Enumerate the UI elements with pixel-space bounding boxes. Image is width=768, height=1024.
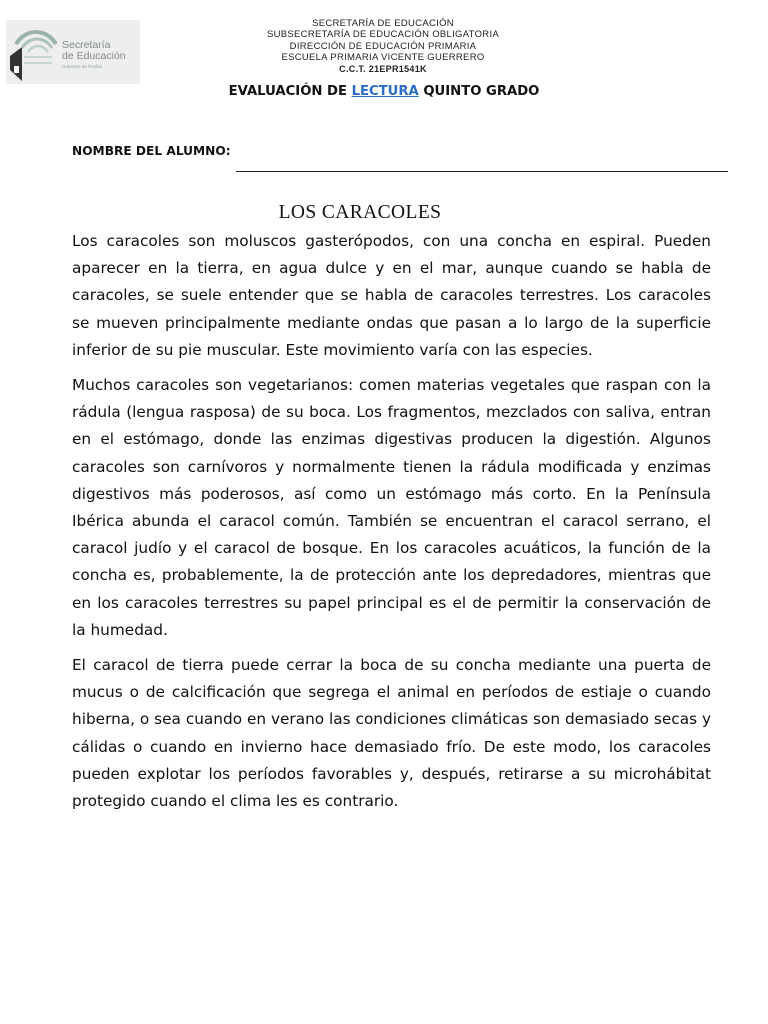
story-title: LOS CARACOLES — [278, 202, 442, 223]
logo-line-1: Secretaría — [62, 39, 111, 51]
student-name-field[interactable] — [236, 171, 728, 172]
evaluation-subject: LECTURA — [351, 84, 419, 99]
story-body — [72, 228, 711, 823]
logo-wordmark — [62, 40, 126, 62]
evaluation-grade: QUINTO GRADO — [423, 84, 540, 99]
logo-line-2: de Educación — [62, 50, 126, 62]
header-line-3: DIRECCIÓN DE EDUCACIÓN PRIMARIA — [289, 40, 477, 52]
school-cct: C.C.T. 21EPR1541K — [339, 63, 427, 74]
evaluation-title — [0, 84, 768, 99]
secretaria-logo — [6, 20, 140, 84]
education-emblem-icon — [8, 22, 60, 84]
header-line-2: SUBSECRETARÍA DE EDUCACIÓN OBLIGATORIA — [266, 29, 500, 41]
story-paragraph-2: Muchos caracoles son vegetarianos: comen materias vegetales que raspan con la rádula (lengua rasposa) de su boca. Los fragmentos, mezclados con saliva, entran en el estómago, donde las enzimas digestivas producen la digestión. Algunos caracoles son carnívoros y normalmente tienen la rádula modificada y enzimas digestivos más poderosos, así como un estómago más corto. En la Península Ibérica abunda el caracol común. También se encuentran el caracol serrano, el caracol judío y el caracol de bosque. En los caracoles acuáticos, la función de la concha es, probablemente, la de protección ante los depredadores, mientras que en los caracoles terrestres su papel principal es el de permitir la conservación de la humedad. — [72, 376, 711, 639]
header-line-4: ESCUELA PRIMARIA VICENTE GUERRERO — [281, 52, 485, 64]
header-line-1: SECRETARÍA DE EDUCACIÓN — [312, 18, 454, 29]
logo-subtitle: Gobierno de Puebla — [62, 64, 103, 69]
evaluation-prefix: EVALUACIÓN DE — [228, 84, 347, 99]
story-paragraph-3: El caracol de tierra puede cerrar la boca de su concha mediante una puerta de mucus o de calcificación que segrega el animal en períodos de estiaje o cuando hiberna, o sea cuando en verano las condiciones climáticas son demasiado secas y cálidas o cuando en invierno hace demasiado frío. De este modo, los caracoles pueden explotar los períodos favorables y, después, retirarse a su microhábitat protegido cuando el clima les es contrario. — [72, 656, 711, 811]
story-paragraph-1: Los caracoles son moluscos gasterópodos, con una concha en espiral. Pueden aparecer en la tierra, en agua dulce y en el mar, aunque cuando se habla de caracoles, se suele entender que se habla de caracoles terrestres. Los caracoles se mueven principalmente mediante ondas que pasan a lo largo de la superficie inferior de su pie muscular. Este movimiento varía con las especies. — [72, 232, 711, 359]
student-name-label: NOMBRE DEL ALUMNO: — [72, 144, 231, 158]
institution-header — [140, 18, 626, 75]
